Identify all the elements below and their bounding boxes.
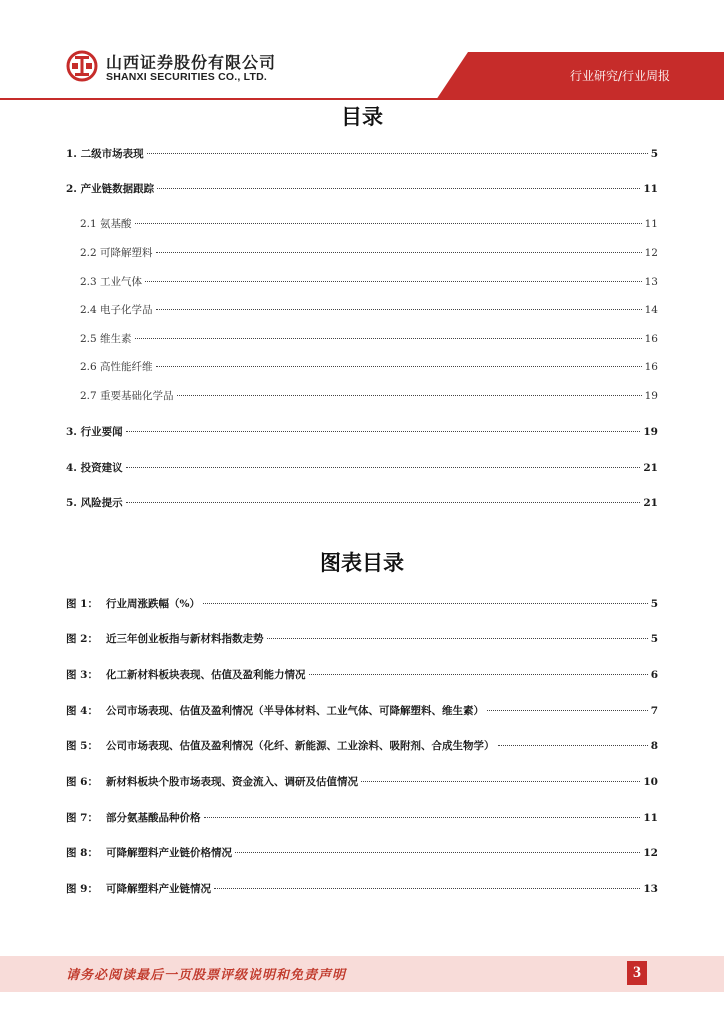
leader-dots — [203, 603, 648, 604]
leader-dots — [157, 188, 640, 189]
figure-entry[interactable] — [66, 596, 658, 611]
toc-entry-label: 3. 行业要闻 — [66, 426, 123, 438]
figure-label: 部分氨基酸品种价格 — [106, 812, 201, 824]
toc-entry-page: 21 — [643, 497, 658, 509]
figure-label: 新材料板块个股市场表现、资金流入、调研及估值情况 — [106, 776, 358, 788]
toc-entry-label: 2.6 高性能纤维 — [80, 361, 153, 373]
figure-number: 图 4： — [66, 705, 98, 717]
leader-dots — [156, 366, 642, 367]
figure-page: 5 — [650, 633, 658, 645]
figure-label: 可降解塑料产业链情况 — [106, 883, 211, 895]
toc-entry-page: 13 — [644, 276, 658, 288]
figure-page: 5 — [650, 598, 658, 610]
toc-entry[interactable] — [66, 460, 658, 475]
report-type-label: 行业研究/行业周报 — [569, 69, 670, 83]
toc-entry-label: 1. 二级市场表现 — [66, 148, 144, 160]
figure-number: 图 1： — [66, 598, 98, 610]
toc-entry-label: 4. 投资建议 — [66, 462, 123, 474]
figure-page: 11 — [643, 812, 658, 824]
figure-entry[interactable] — [66, 738, 658, 753]
leader-dots — [361, 781, 640, 782]
leader-dots — [147, 153, 648, 154]
company-logo-icon — [66, 50, 98, 82]
figure-label: 公司市场表现、估值及盈利情况（化纤、新能源、工业涂料、吸附剂、合成生物学） — [106, 740, 495, 752]
disclaimer-notice: 请务必阅读最后一页股票评级说明和免责声明 — [66, 968, 347, 983]
leader-dots — [135, 338, 642, 339]
toc-entry-page: 21 — [643, 462, 658, 474]
figure-label: 可降解塑料产业链价格情况 — [106, 847, 232, 859]
toc-entry-label: 2.2 可降解塑料 — [80, 247, 153, 259]
toc-entry[interactable] — [66, 146, 658, 161]
figure-label: 行业周涨跌幅（%） — [106, 598, 200, 610]
leader-dots — [267, 638, 648, 639]
figure-number: 图 6： — [66, 776, 98, 788]
toc-entry-label: 2.1 氨基酸 — [80, 218, 132, 230]
figure-number: 图 9： — [66, 883, 98, 895]
page-header — [0, 0, 724, 100]
figure-page: 6 — [650, 669, 658, 681]
toc-entry[interactable] — [66, 181, 658, 196]
leader-dots — [177, 395, 642, 396]
figure-page: 10 — [643, 776, 658, 788]
figure-entry[interactable] — [66, 774, 658, 789]
figure-entry[interactable] — [66, 631, 658, 646]
figure-page: 8 — [650, 740, 658, 752]
leader-dots — [126, 502, 641, 503]
figure-label: 近三年创业板指与新材料指数走势 — [106, 633, 264, 645]
figure-page: 7 — [650, 705, 658, 717]
figure-page: 13 — [643, 883, 658, 895]
figure-entry[interactable] — [66, 845, 658, 860]
toc-entry-page: 16 — [644, 361, 658, 373]
figure-label: 化工新材料板块表现、估值及盈利能力情况 — [106, 669, 306, 681]
leader-dots — [235, 852, 640, 853]
leader-dots — [126, 431, 641, 432]
toc-entry-label: 2. 产业链数据跟踪 — [66, 183, 155, 195]
toc-entry[interactable] — [66, 495, 658, 510]
figure-number: 图 8： — [66, 847, 98, 859]
toc-subentry[interactable] — [80, 302, 658, 317]
company-name-cn: 山西证券股份有限公司 — [106, 53, 277, 72]
toc-entry-page: 19 — [643, 426, 658, 438]
figure-number: 图 7： — [66, 812, 98, 824]
leader-dots — [126, 467, 641, 468]
figure-number: 图 3： — [66, 669, 98, 681]
toc-entry-page: 11 — [643, 183, 658, 195]
leader-dots — [156, 309, 642, 310]
toc-subentry[interactable] — [80, 359, 658, 374]
toc-subentry[interactable] — [80, 245, 658, 260]
figure-entry[interactable] — [66, 667, 658, 682]
toc-entry-page: 11 — [644, 218, 658, 230]
leader-dots — [487, 710, 648, 711]
figure-page: 12 — [643, 847, 658, 859]
leader-dots — [145, 281, 642, 282]
company-name-en: SHANXI SECURITIES CO., LTD. — [106, 71, 267, 83]
leader-dots — [498, 745, 648, 746]
toc-subentry[interactable] — [80, 274, 658, 289]
toc-entry[interactable] — [66, 424, 658, 439]
figure-entry[interactable] — [66, 810, 658, 825]
toc-entry-label: 5. 风险提示 — [66, 497, 123, 509]
figure-entry[interactable] — [66, 881, 658, 896]
toc-title: 目录 — [341, 105, 383, 129]
figure-number: 图 2： — [66, 633, 98, 645]
leader-dots — [309, 674, 648, 675]
toc-entry-page: 16 — [644, 333, 658, 345]
toc-entry-page: 5 — [650, 148, 658, 160]
toc-entry-label: 2.4 电子化学品 — [80, 304, 153, 316]
toc-entry-page: 14 — [644, 304, 658, 316]
toc-entry-label: 2.5 维生素 — [80, 333, 132, 345]
leader-dots — [135, 223, 642, 224]
figure-list-title: 图表目录 — [320, 551, 404, 575]
leader-dots — [156, 252, 642, 253]
toc-entry-label: 2.7 重要基础化学品 — [80, 390, 174, 402]
figure-label: 公司市场表现、估值及盈利情况（半导体材料、工业气体、可降解塑料、维生素） — [106, 705, 484, 717]
figure-entry[interactable] — [66, 703, 658, 718]
toc-subentry[interactable] — [80, 388, 658, 403]
toc-subentry[interactable] — [80, 331, 658, 346]
leader-dots — [204, 817, 641, 818]
page-number: 3 — [627, 961, 647, 985]
toc-entry-page: 12 — [644, 247, 658, 259]
toc-subentry[interactable] — [80, 216, 658, 231]
leader-dots — [214, 888, 640, 889]
toc-entry-page: 19 — [644, 390, 658, 402]
figure-number: 图 5： — [66, 740, 98, 752]
toc-entry-label: 2.3 工业气体 — [80, 276, 143, 288]
